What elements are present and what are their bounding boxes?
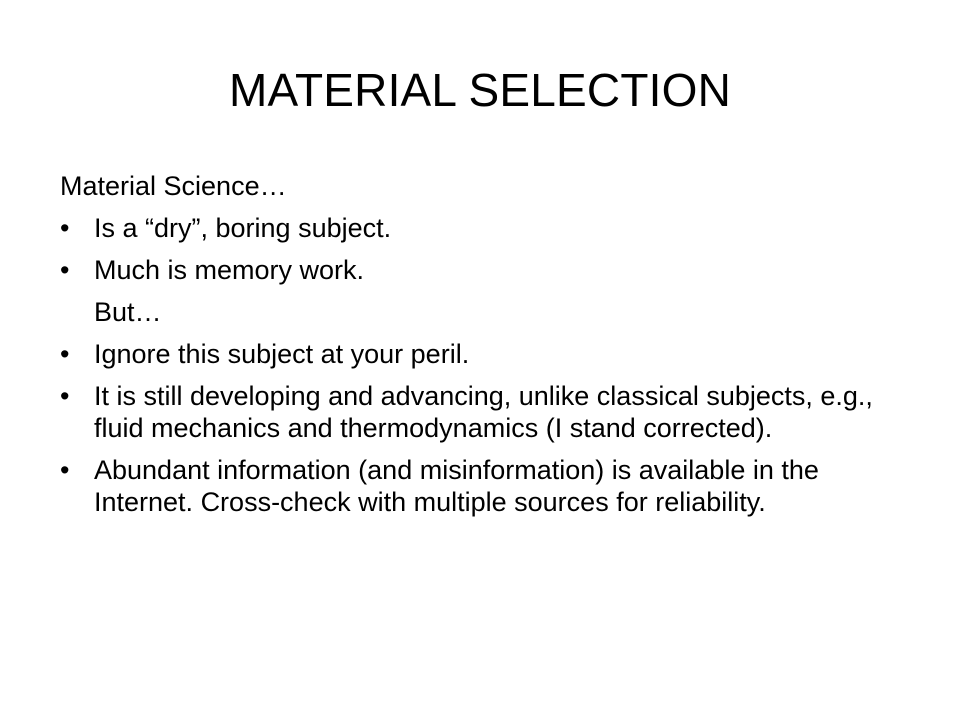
slide-body — [60, 170, 910, 528]
bullet-list — [60, 212, 910, 518]
bullet-icon: • — [60, 255, 70, 285]
bullet-icon: • — [60, 381, 70, 411]
slide-title: MATERIAL SELECTION — [228, 64, 732, 116]
bullet-icon: • — [60, 213, 70, 243]
list-item — [60, 454, 910, 518]
list-item-text: Abundant information (and misinformation) is available in the Internet. Cross-check with multiple sources for reliability. — [94, 455, 819, 517]
list-item — [60, 380, 910, 444]
list-item — [60, 296, 910, 328]
list-item — [60, 254, 910, 286]
list-item — [60, 212, 910, 244]
list-item-text: Ignore this subject at your peril. — [94, 339, 470, 369]
list-item-text: Much is memory work. — [94, 255, 365, 285]
list-item-text: It is still developing and advancing, unlike classical subjects, e.g., fluid mechanics and thermodynamics (I stand corrected). — [94, 381, 873, 443]
list-item-text: But… — [94, 297, 162, 327]
bullet-icon: • — [60, 455, 70, 485]
intro-line: Material Science… — [60, 171, 287, 201]
bullet-icon: • — [60, 339, 70, 369]
list-item — [60, 338, 910, 370]
list-item-text: Is a “dry”, boring subject. — [94, 213, 392, 243]
